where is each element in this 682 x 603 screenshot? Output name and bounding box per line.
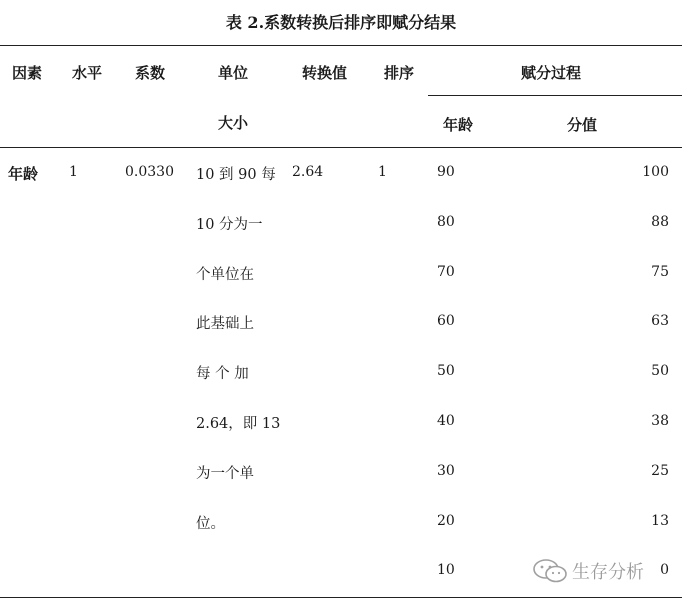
wechat-icon xyxy=(532,558,568,588)
header-unit: 单位 xyxy=(218,64,249,82)
process-age: 40 xyxy=(437,413,455,429)
process-age: 30 xyxy=(437,462,455,479)
row-converted: 2.64 xyxy=(292,164,324,180)
unit-desc-line: 10 分为一 xyxy=(196,216,263,233)
row-coef: 0.0330 xyxy=(125,164,174,180)
process-score: 38 xyxy=(651,413,669,429)
process-score: 0 xyxy=(660,562,669,579)
header-age: 年龄 xyxy=(443,116,474,134)
row-factor: 年龄 xyxy=(8,165,39,183)
row-rank: 1 xyxy=(378,164,387,180)
unit-desc-line: 每 个 加 xyxy=(196,366,249,383)
process-score: 100 xyxy=(642,164,669,180)
process-age: 80 xyxy=(437,213,455,230)
header-score: 分值 xyxy=(567,116,598,134)
table-title: 表 2.系数转换后排序即赋分结果 xyxy=(225,13,457,32)
unit-desc-line: 2.64，即 13 xyxy=(196,416,281,432)
process-age: 70 xyxy=(437,263,455,280)
top-rule xyxy=(0,45,682,46)
header-coef: 系数 xyxy=(135,64,166,82)
process-score: 75 xyxy=(651,263,669,280)
process-score: 13 xyxy=(651,512,669,529)
row-level: 1 xyxy=(69,164,78,180)
process-age: 20 xyxy=(437,512,455,529)
header-unit-size: 大小 xyxy=(218,114,249,132)
header-rank: 排序 xyxy=(384,64,415,82)
process-age: 50 xyxy=(437,363,455,380)
table-bottom-rule xyxy=(0,597,682,598)
unit-desc-line: 个单位在 xyxy=(196,266,254,283)
header-level: 水平 xyxy=(72,64,103,82)
unit-desc-line: 10 到 90 每 xyxy=(196,167,276,183)
process-age: 60 xyxy=(437,313,455,330)
process-score: 63 xyxy=(651,313,669,330)
header-factor: 因素 xyxy=(12,64,43,82)
subheader-rule xyxy=(428,95,682,96)
header-converted: 转换值 xyxy=(302,64,348,82)
unit-desc-line: 位。 xyxy=(196,515,225,532)
watermark-text: 生存分析 xyxy=(572,562,644,583)
header-process: 赋分过程 xyxy=(521,64,582,82)
unit-desc-line: 为一个单 xyxy=(196,465,254,482)
process-score: 25 xyxy=(651,462,669,479)
unit-desc-line: 此基础上 xyxy=(196,316,254,333)
process-age: 90 xyxy=(437,164,455,180)
process-score: 50 xyxy=(651,363,669,380)
header-bottom-rule xyxy=(0,147,682,148)
process-age: 10 xyxy=(437,562,455,579)
process-score: 88 xyxy=(651,213,669,230)
